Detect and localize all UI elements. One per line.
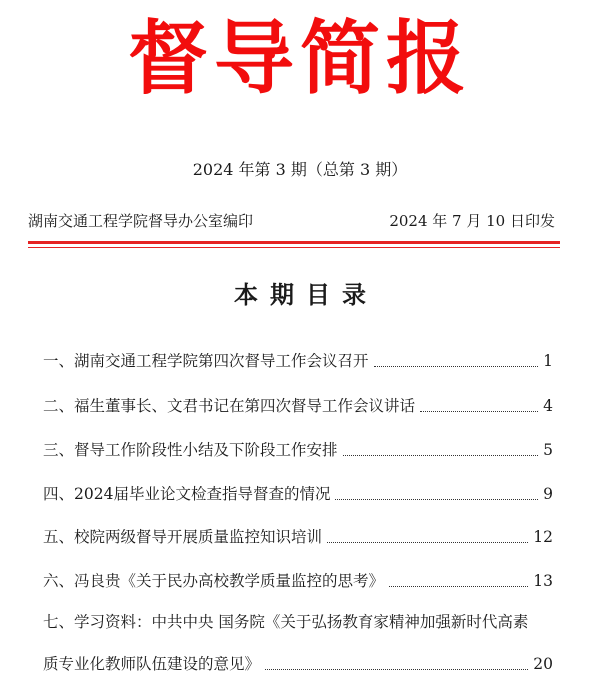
toc-page-number: 4	[543, 397, 553, 415]
header-rule-thick	[28, 241, 560, 244]
toc-item-wrapped-line1[interactable]: 七、学习资料：中共中央 国务院《关于弘扬教育家精神加强新时代高素	[43, 613, 529, 631]
toc-leader	[389, 586, 528, 587]
toc-page-number: 12	[533, 528, 553, 546]
toc-leader	[343, 455, 539, 456]
toc-item[interactable]	[43, 651, 553, 675]
toc-item-text: 一、湖南交通工程学院第四次督导工作会议召开	[43, 352, 369, 370]
toc-title: 本 期 目 录	[234, 281, 366, 309]
toc-item[interactable]	[43, 568, 553, 592]
toc-page-number: 9	[543, 485, 553, 503]
toc-page-number: 13	[533, 572, 553, 590]
issue-number: 2024 年第 3 期（总第 3 期）	[192, 160, 408, 179]
toc-item-text: 六、冯良贵《关于民办高校教学质量监控的思考》	[43, 572, 385, 590]
toc-item-text: 二、福生董事长、文君书记在第四次督导工作会议讲话	[43, 397, 416, 415]
toc-item[interactable]	[43, 524, 553, 548]
toc-leader	[327, 542, 528, 543]
toc-item-text: 质专业化教师队伍建设的意见》	[43, 655, 261, 673]
masthead-title: 督导简报	[128, 12, 472, 105]
toc-leader	[420, 411, 538, 412]
toc-page-number: 1	[543, 352, 553, 370]
toc-leader	[335, 499, 538, 500]
toc-item[interactable]	[43, 348, 553, 372]
toc-item[interactable]	[43, 393, 553, 417]
publish-date: 2024 年 7 月 10 日印发	[389, 212, 555, 230]
header-rule-thin	[28, 247, 560, 248]
toc-item[interactable]	[43, 437, 553, 461]
toc-item-text: 五、校院两级督导开展质量监控知识培训	[43, 528, 323, 546]
toc-page-number: 5	[543, 441, 553, 459]
toc-page-number: 20	[533, 655, 553, 673]
toc-item-text: 四、2024届毕业论文检查指导督查的情况	[43, 485, 331, 503]
editor-office: 湖南交通工程学院督导办公室编印	[28, 212, 254, 230]
toc-leader	[265, 669, 528, 670]
toc-item[interactable]	[43, 481, 553, 505]
toc-item-text: 三、督导工作阶段性小结及下阶段工作安排	[43, 441, 338, 459]
toc-leader	[374, 366, 539, 367]
